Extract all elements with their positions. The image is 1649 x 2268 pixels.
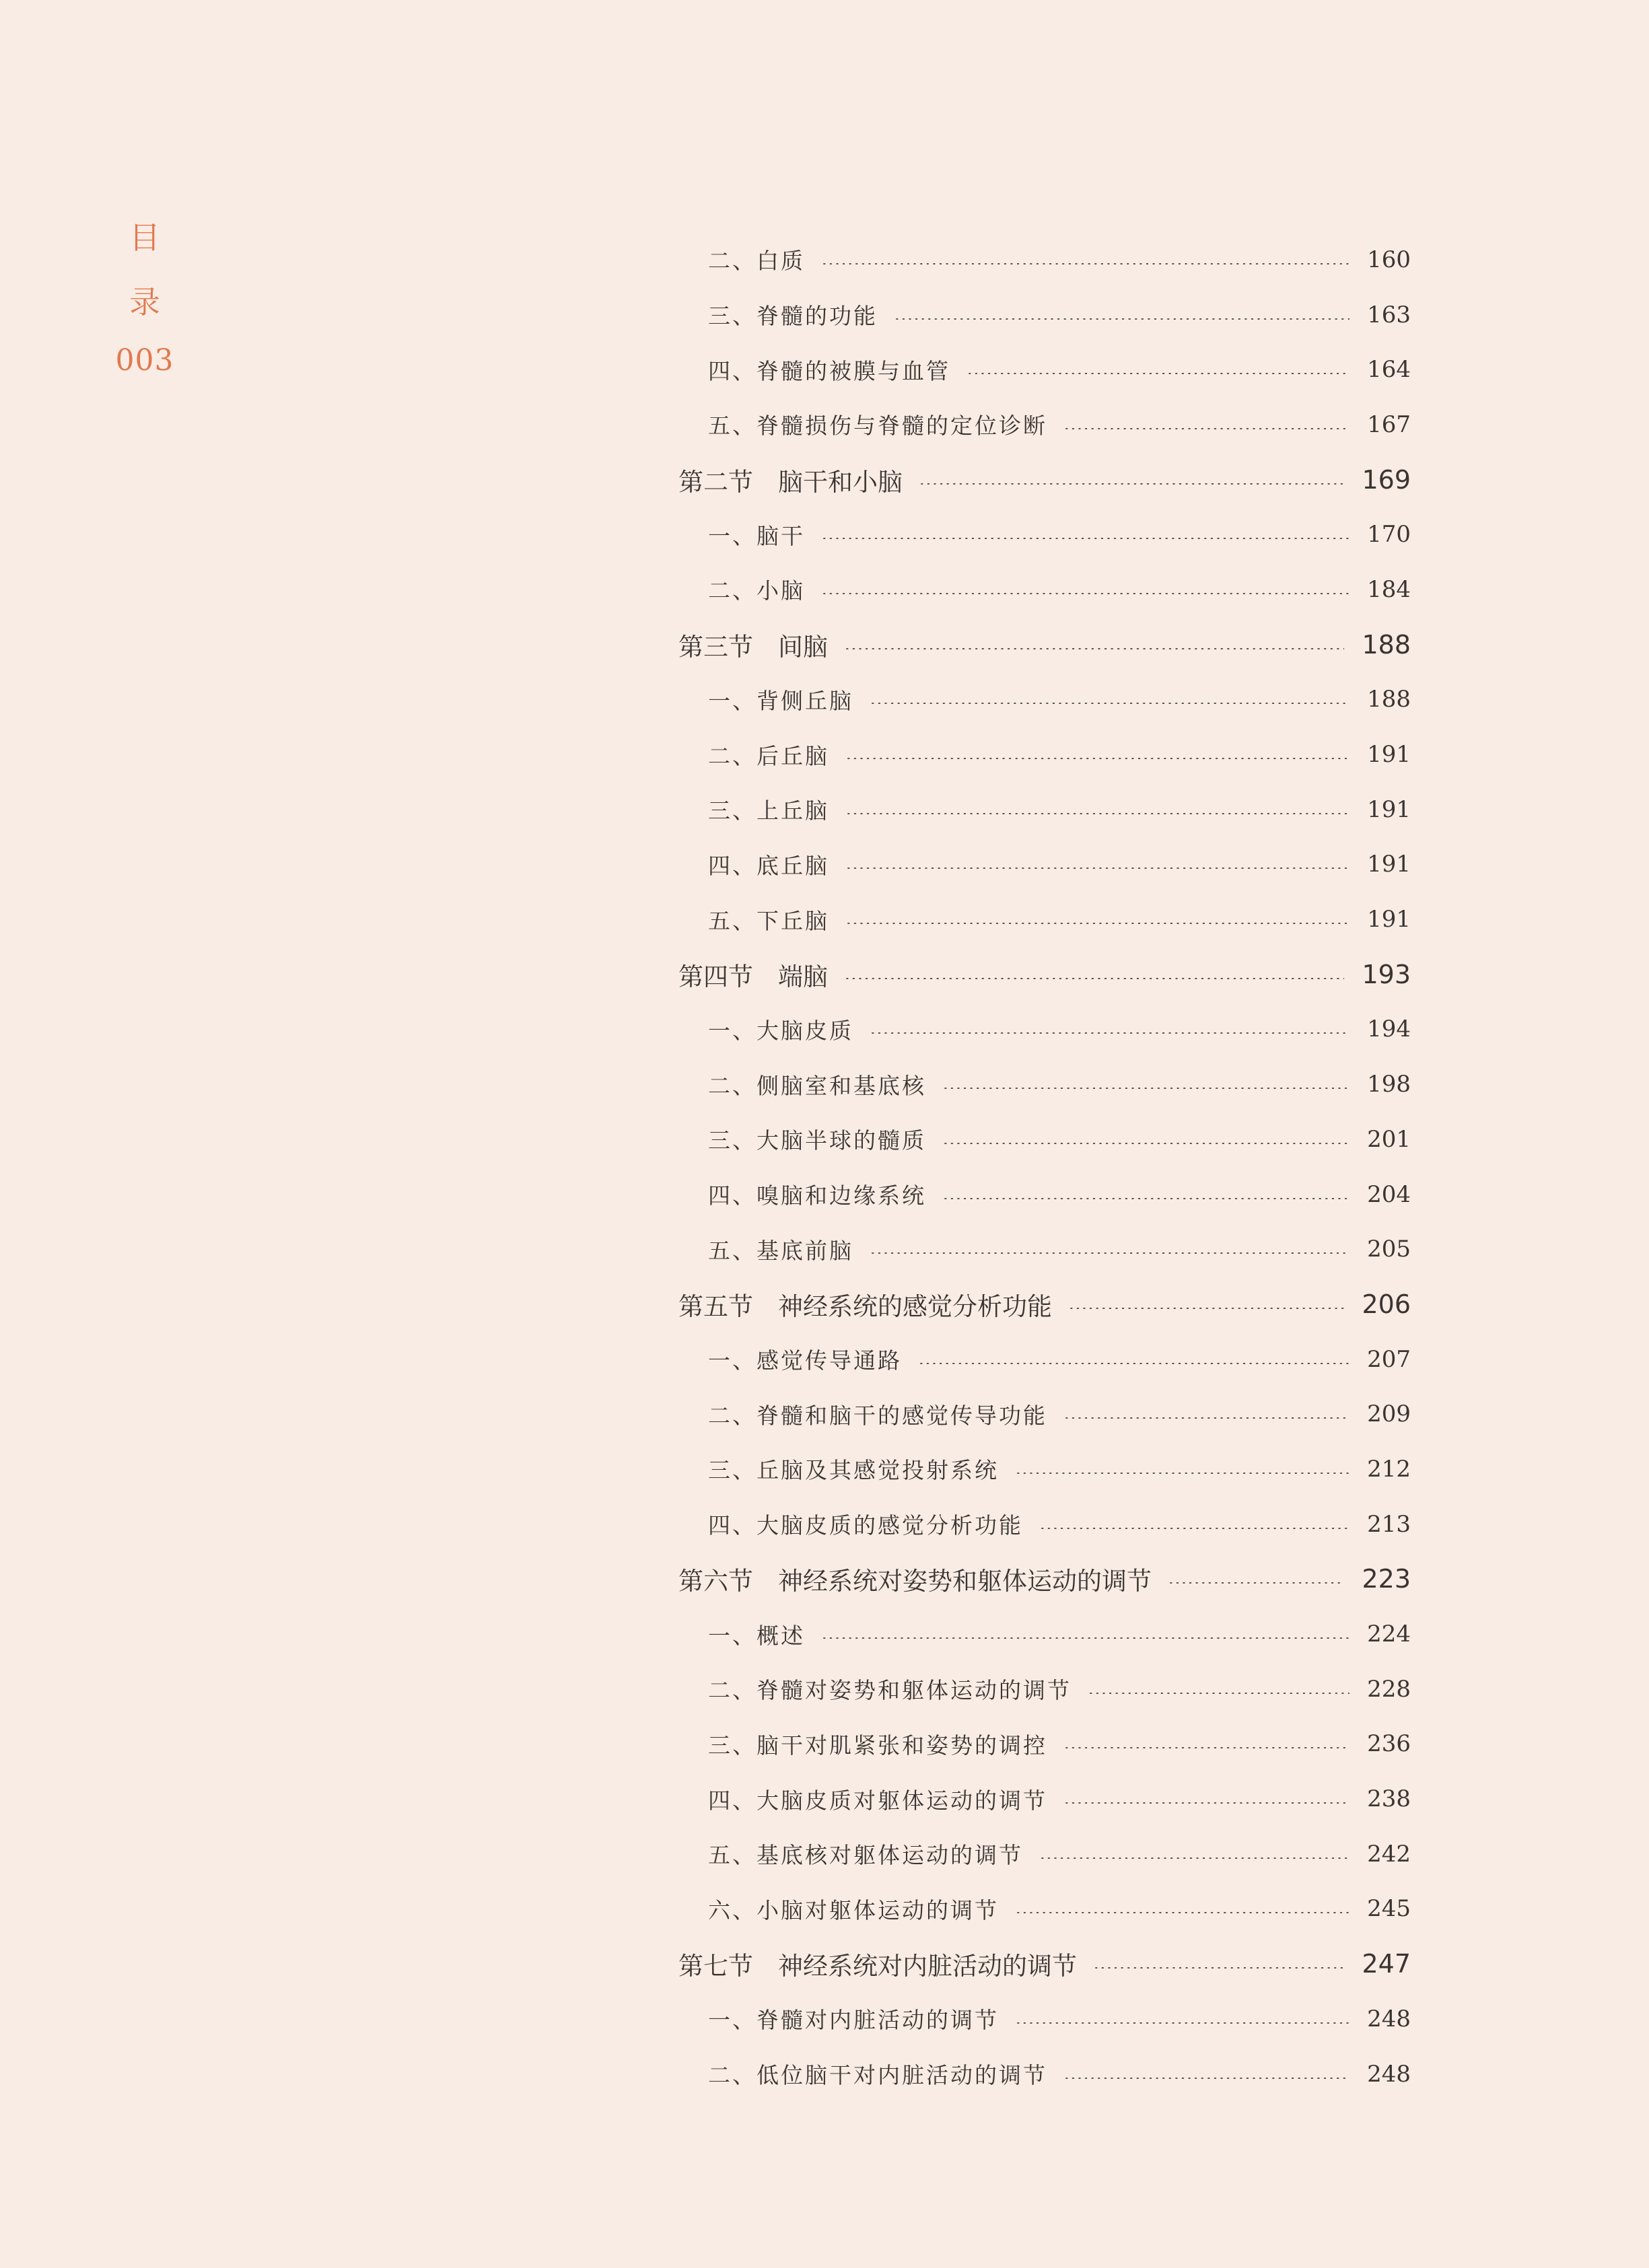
toc-subsection-entry[interactable]	[678, 1112, 1411, 1167]
toc-entry-page: 163	[1367, 301, 1411, 328]
dot-leader	[1039, 1857, 1349, 1859]
toc-entry-page: 242	[1367, 1840, 1411, 1868]
toc-entry-title: 第七节 神经系统对内脏活动的调节	[678, 1952, 1077, 1981]
toc-entry-title: 二、小脑	[708, 577, 805, 604]
toc-entry-title: 五、基底核对躯体运动的调节	[708, 1842, 1023, 1869]
toc-subsection-entry[interactable]	[678, 1386, 1411, 1442]
toc-entry-page: 191	[1367, 795, 1411, 823]
toc-subsection-entry[interactable]	[678, 892, 1411, 947]
toc-entry-title: 三、上丘脑	[708, 798, 829, 824]
toc-entry-title: 五、下丘脑	[708, 907, 829, 934]
toc-entry-page: 248	[1367, 2060, 1411, 2088]
toc-entry-title: 二、白质	[708, 248, 805, 275]
dot-leader	[1015, 2022, 1349, 2024]
dot-leader	[919, 483, 1344, 485]
toc-entry-page: 198	[1367, 1071, 1411, 1098]
toc-entry-page: 167	[1367, 411, 1411, 438]
dot-leader	[845, 867, 1349, 869]
dot-leader	[821, 263, 1349, 264]
toc-subsection-entry[interactable]	[678, 1057, 1411, 1112]
toc-entry-page: 201	[1367, 1125, 1411, 1153]
dot-leader	[942, 1143, 1349, 1144]
toc-entry-page: 191	[1367, 906, 1411, 933]
dot-leader	[1063, 1417, 1349, 1419]
toc-entry-page: 193	[1362, 959, 1411, 989]
toc-entry-page: 191	[1367, 851, 1411, 878]
toc-entry-page: 224	[1367, 1621, 1411, 1648]
toc-subsection-entry[interactable]	[678, 1717, 1411, 1772]
dot-leader	[1168, 1582, 1344, 1584]
dot-leader	[918, 1363, 1349, 1364]
toc-entry-title: 三、丘脑及其感觉投射系统	[708, 1457, 999, 1484]
toc-subsection-entry[interactable]	[678, 1827, 1411, 1882]
dot-leader	[967, 373, 1349, 374]
toc-entry-title: 二、侧脑室和基底核	[708, 1072, 926, 1099]
toc-subsection-entry[interactable]	[678, 1442, 1411, 1497]
dot-leader	[1015, 1912, 1349, 1913]
dot-leader	[821, 593, 1349, 594]
toc-heading-char-1: 目	[129, 219, 160, 256]
toc-entry-title: 三、脊髓的功能	[708, 303, 878, 330]
toc-subsection-entry[interactable]	[678, 672, 1411, 728]
toc-heading-char-2: 录	[129, 284, 160, 320]
dot-leader	[821, 1637, 1349, 1639]
toc-subsection-entry[interactable]	[678, 2047, 1411, 2102]
dot-leader	[870, 703, 1349, 704]
toc-subsection-entry[interactable]	[678, 1497, 1411, 1552]
toc-entry-title: 五、脊髓损伤与脊髓的定位诊断	[708, 413, 1047, 439]
toc-entry-page: 160	[1367, 246, 1411, 273]
toc-entry-page: 191	[1367, 741, 1411, 769]
toc-subsection-entry[interactable]	[678, 1332, 1411, 1387]
toc-section-entry[interactable]	[678, 947, 1411, 1002]
dot-leader	[894, 318, 1349, 320]
dot-leader	[1015, 1473, 1349, 1474]
dot-leader	[845, 923, 1349, 924]
dot-leader	[870, 1032, 1349, 1034]
toc-entry-page: 209	[1367, 1401, 1411, 1428]
toc-entry-title: 五、基底前脑	[708, 1237, 853, 1264]
side-header	[101, 219, 188, 378]
toc-entry-title: 一、大脑皮质	[708, 1017, 853, 1044]
toc-subsection-entry[interactable]	[678, 342, 1411, 397]
toc-subsection-entry[interactable]	[678, 1002, 1411, 1057]
dot-leader	[1063, 2078, 1349, 2079]
toc-subsection-entry[interactable]	[678, 232, 1411, 287]
dot-leader	[942, 1088, 1349, 1089]
dot-leader	[1039, 1528, 1349, 1529]
toc-entry-title: 二、脊髓对姿势和躯体运动的调节	[708, 1677, 1072, 1704]
toc-section-entry[interactable]	[678, 617, 1411, 672]
dot-leader	[1063, 1802, 1349, 1804]
toc-entry-title: 第六节 神经系统对姿势和躯体运动的调节	[678, 1567, 1152, 1596]
toc-subsection-entry[interactable]	[678, 1662, 1411, 1717]
toc-entry-page: 228	[1367, 1675, 1411, 1703]
toc-subsection-entry[interactable]	[678, 1991, 1411, 2047]
toc-entry-page: 212	[1367, 1455, 1411, 1483]
toc-entry-page: 184	[1367, 575, 1411, 603]
toc-entry-title: 四、大脑皮质的感觉分析功能	[708, 1512, 1023, 1539]
toc-entry-title: 二、脊髓和脑干的感觉传导功能	[708, 1402, 1047, 1429]
toc-entry-page: 188	[1362, 629, 1411, 660]
toc-entry-title: 三、脑干对肌紧张和姿势的调控	[708, 1732, 1047, 1759]
toc-entry-page: 188	[1367, 686, 1411, 713]
toc-entry-page: 248	[1367, 2005, 1411, 2032]
toc-entry-title: 二、后丘脑	[708, 742, 829, 769]
toc-section-entry[interactable]	[678, 1936, 1411, 1991]
toc-subsection-entry[interactable]	[678, 1606, 1411, 1662]
toc-entry-page: 245	[1367, 1895, 1411, 1923]
toc-entry-title: 一、脊髓对内脏活动的调节	[708, 2007, 999, 2034]
toc-entry-title: 第四节 端脑	[678, 962, 828, 991]
dot-leader	[845, 758, 1349, 759]
toc-entry-page: 169	[1362, 464, 1411, 495]
toc-subsection-entry[interactable]	[678, 507, 1411, 562]
toc-entry-title: 四、大脑皮质对躯体运动的调节	[708, 1787, 1047, 1814]
toc-entry-page: 170	[1367, 521, 1411, 548]
dot-leader	[844, 648, 1344, 649]
toc-entry-page: 194	[1367, 1016, 1411, 1043]
toc-subsection-entry[interactable]	[678, 837, 1411, 892]
toc-subsection-entry[interactable]	[678, 1221, 1411, 1277]
toc-subsection-entry[interactable]	[678, 1771, 1411, 1827]
dot-leader	[821, 538, 1349, 539]
toc-entry-title: 四、脊髓的被膜与血管	[708, 357, 950, 384]
toc-entry-title: 一、感觉传导通路	[708, 1347, 902, 1374]
dot-leader	[1063, 428, 1349, 429]
toc-subsection-entry[interactable]	[678, 562, 1411, 617]
dot-leader	[1068, 1308, 1344, 1309]
toc-section-entry[interactable]	[678, 452, 1411, 507]
toc-subsection-entry[interactable]	[678, 397, 1411, 452]
toc-entry-page: 236	[1367, 1730, 1411, 1758]
toc-subsection-entry[interactable]	[678, 287, 1411, 343]
toc-section-entry[interactable]	[678, 1552, 1411, 1607]
toc-entry-page: 223	[1362, 1564, 1411, 1594]
toc-entry-title: 一、概述	[708, 1622, 805, 1649]
toc-subsection-entry[interactable]	[678, 782, 1411, 837]
toc-entry-page: 204	[1367, 1180, 1411, 1208]
toc-subsection-entry[interactable]	[678, 1882, 1411, 1937]
toc-subsection-entry[interactable]	[678, 1167, 1411, 1222]
toc-entry-title: 第二节 脑干和小脑	[678, 467, 903, 497]
toc-entry-title: 四、底丘脑	[708, 852, 829, 879]
dot-leader	[942, 1198, 1349, 1199]
page-number: 003	[115, 343, 174, 378]
toc-entry-title: 三、大脑半球的髓质	[708, 1127, 926, 1154]
toc-entry-title: 四、嗅脑和边缘系统	[708, 1182, 926, 1209]
dot-leader	[844, 978, 1344, 979]
toc-entry-title: 第三节 间脑	[678, 632, 828, 662]
dot-leader	[870, 1252, 1349, 1254]
toc-entry-page: 164	[1367, 356, 1411, 384]
dot-leader	[1088, 1693, 1349, 1694]
toc-entry-title: 第五节 神经系统的感觉分析功能	[678, 1291, 1052, 1321]
toc-entry-page: 207	[1367, 1345, 1411, 1373]
toc-entry-title: 一、脑干	[708, 522, 805, 549]
toc-entry-page: 205	[1367, 1236, 1411, 1263]
toc-entry-title: 一、背侧丘脑	[708, 687, 853, 714]
toc-entry-page: 238	[1367, 1785, 1411, 1813]
toc-section-entry[interactable]	[678, 1277, 1411, 1332]
toc-subsection-entry[interactable]	[678, 727, 1411, 782]
table-of-contents	[678, 232, 1411, 2101]
toc-entry-title: 六、小脑对躯体运动的调节	[708, 1897, 999, 1923]
toc-entry-title: 二、低位脑干对内脏活动的调节	[708, 2062, 1047, 2089]
toc-entry-page: 247	[1362, 1949, 1411, 1979]
dot-leader	[1063, 1747, 1349, 1748]
dot-leader	[845, 813, 1349, 814]
dot-leader	[1093, 1967, 1344, 1969]
toc-entry-page: 206	[1362, 1289, 1411, 1319]
toc-entry-page: 213	[1367, 1510, 1411, 1538]
